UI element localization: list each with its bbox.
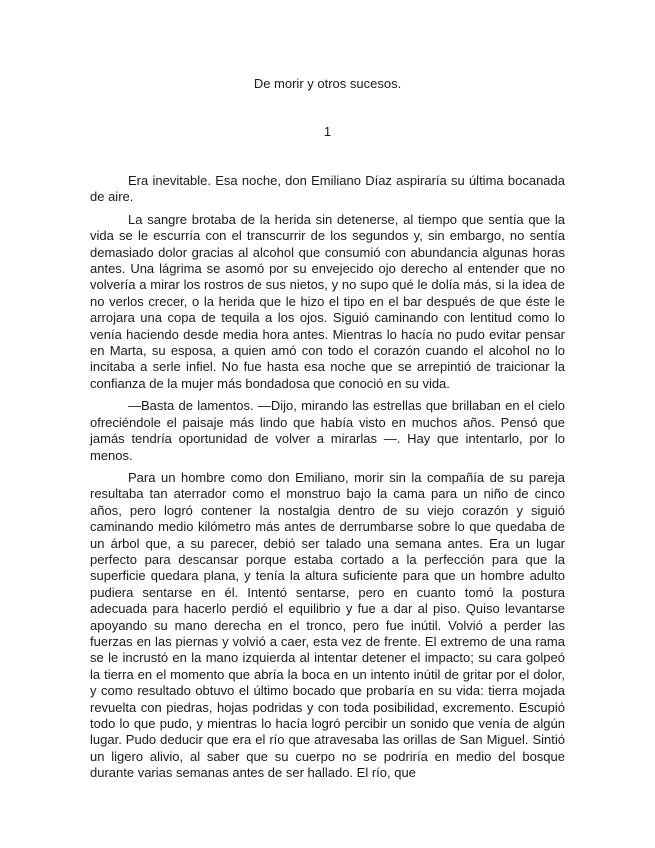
body-text	[90, 173, 565, 782]
document-title: De morir y otros sucesos.	[253, 76, 402, 91]
paragraph-4: Para un hombre como don Emiliano, morir sin la compañía de su pareja resultaba tan aterrador como el monstruo bajo la cama para un niño de cinco años, pero logró contener la nostalgia dentro de su viejo corazón y siguió caminando medio kilómetro más antes de derrumbarse sobre lo que quedaba de un árbol que, a su parecer, debió ser talado una semana antes. Era un lugar perfecto para descansar porque estaba cortado a la perfección para que la superficie quedara plana, y tenía la altura suficiente para que un hombre adulto pudiera sentarse en él. Intentó sentarse, pero en cuanto tomó la postura adecuada para hacerlo perdió el equilibrio y fue a dar al piso. Quiso levantarse apoyando su mano derecha en el tronco, pero fue inútil. Volvió a perder las fuerzas en las piernas y volvió a caer, esta vez de frente. El extremo de una rama se le incrustó en la mano izquierda al intentar detener el impacto; su cara golpeó la tierra en el momento que abría la boca en un intento inútil de gritar por el dolor, y como resultado obtuvo el último bocado que probaría en su vida: tierra mojada revuelta con piedras, hojas podridas y con toda posibilidad, excremento. Escupió todo lo que pudo, y mientras lo hacía logró percibir un sonido que venía de algún lugar. Pudo deducir que era el río que atravesaba las orillas de San Miguel. Sintió un ligero alivio, al saber que su cuerpo no se podriría en medio del bosque durante varias semanas antes de ser hallado. El río, que	[90, 469, 565, 781]
paragraph-1: Era inevitable. Esa noche, don Emiliano Díaz aspiraría su última bocanada de aire.	[90, 173, 565, 205]
chapter-number: 1	[323, 124, 332, 139]
paragraph-3: —Basta de lamentos. —Dijo, mirando las estrellas que brillaban en el cielo ofreciéndole el paisaje más lindo que había visto en muchos años. Pensó que jamás tendría oportunidad de volver a mirarlas —. Hay que intentarlo, por lo menos.	[90, 398, 565, 463]
paragraph-2: La sangre brotaba de la herida sin detenerse, al tiempo que sentía que la vida se le escurría con el transcurrir de los segundos y, sin embargo, no sentía demasiado dolor gracias al alcohol que consumió con abundancia algunas horas antes. Una lágrima se asomó por su envejecido ojo derecho al entender que no volvería a mirar los rostros de sus nietos, y no supo qué le dolía más, si la idea de no verlos crecer, o la herida que le hizo el tipo en el bar después de que éste le arrojara una copa de tequila a los ojos. Siguió caminando con lentitud como lo venía haciendo desde media hora antes. Mientras lo hacía no pudo evitar pensar en Marta, su esposa, a quien amó con todo el corazón cuando el alcohol no lo incitaba a serle infiel. No fue hasta esa noche que se arrepintió de traicionar la confianza de la mujer más bondadosa que conoció en su vida.	[90, 211, 565, 391]
